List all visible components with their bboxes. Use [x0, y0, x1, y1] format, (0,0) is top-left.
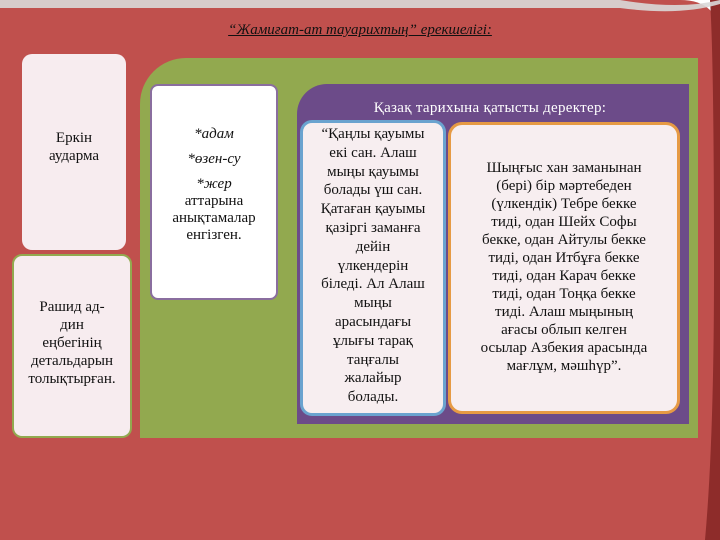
- free-translation-card: [22, 54, 126, 250]
- genealogy-line-5: бекке, одан Айтулы бекке: [482, 232, 646, 248]
- genealogy-line-12: мағлұм, мәшһүр”.: [506, 358, 622, 374]
- names-line-3: енгізген.: [186, 227, 242, 243]
- kangly-line-5: Қатаған қауымы: [320, 201, 426, 218]
- genealogy-line-11: осылар Азбекия арасында: [480, 340, 648, 356]
- rashid-line-3: еңбегінің: [42, 335, 102, 351]
- genealogy-line-9: тиді. Алаш мыңының: [495, 304, 633, 320]
- genealogy-line-4: тиді, одан Шейх Софы: [491, 214, 637, 230]
- kangly-line-12: ұлығы тарақ: [333, 332, 413, 349]
- kangly-line-11: арасындағы: [334, 313, 412, 330]
- names-line-2: анықтамалар: [172, 210, 256, 226]
- rashid-card: [12, 254, 132, 438]
- kangly-line-9: біледі. Ал Алаш: [321, 276, 425, 293]
- names-italic-line-1: *адам: [194, 126, 234, 142]
- genealogy-line-10: ағасы облып келген: [501, 322, 627, 338]
- genealogy-line-8: тиді, одан Тоңқа бекке: [492, 286, 636, 302]
- names-italic-line-3: *жер: [196, 176, 232, 192]
- genealogy-line-1: Шыңғыс хан заманынан: [486, 160, 642, 176]
- rashid-line-4: детальдарын: [30, 353, 114, 369]
- kangly-line-15: болады.: [347, 389, 399, 406]
- names-line-1: аттарына: [184, 193, 244, 209]
- purple-panel-title: Қазақ тарихына қатысты деректер:: [373, 100, 607, 116]
- genealogy-line-6: тиді, одан Итбұға бекке: [488, 250, 640, 266]
- rashid-line-5: толықтырған.: [28, 371, 116, 387]
- kangly-line-2: екі сан. Алаш: [329, 144, 417, 161]
- kangly-line-14: жалайыр: [344, 370, 402, 387]
- names-italic-line-2: *өзен-су: [187, 151, 241, 167]
- kangly-line-13: таңғалы: [347, 351, 399, 368]
- rashid-line-1: Рашид ад-: [39, 299, 105, 315]
- genealogy-card: [448, 122, 680, 414]
- kangly-line-4: болады үш сан.: [323, 182, 423, 199]
- kangly-line-6: қазіргі заманға: [325, 219, 421, 236]
- names-card: [150, 84, 278, 300]
- genealogy-line-2: (бері) бір мәртебеден: [496, 178, 632, 194]
- rashid-line-2: дин: [60, 317, 84, 333]
- slide-title: “Жамиғат-ат тауарихтың” ерекшелігі:: [228, 22, 492, 38]
- kangly-line-7: дейін: [355, 238, 391, 255]
- free-translation-line-2: аударма: [48, 148, 100, 164]
- kangly-line-3: мыңы қауымы: [327, 163, 419, 180]
- free-translation-line-1: Еркін: [55, 130, 93, 146]
- kangly-line-10: мыңы: [354, 295, 392, 312]
- kangly-card: [300, 120, 446, 416]
- genealogy-line-7: тиді, одан Карач бекке: [492, 268, 636, 284]
- genealogy-line-3: (үлкендік) Тебре бекке: [491, 196, 637, 212]
- kangly-line-1: “Қаңлы қауымы: [321, 126, 425, 142]
- kangly-line-8: үлкендерін: [337, 257, 409, 274]
